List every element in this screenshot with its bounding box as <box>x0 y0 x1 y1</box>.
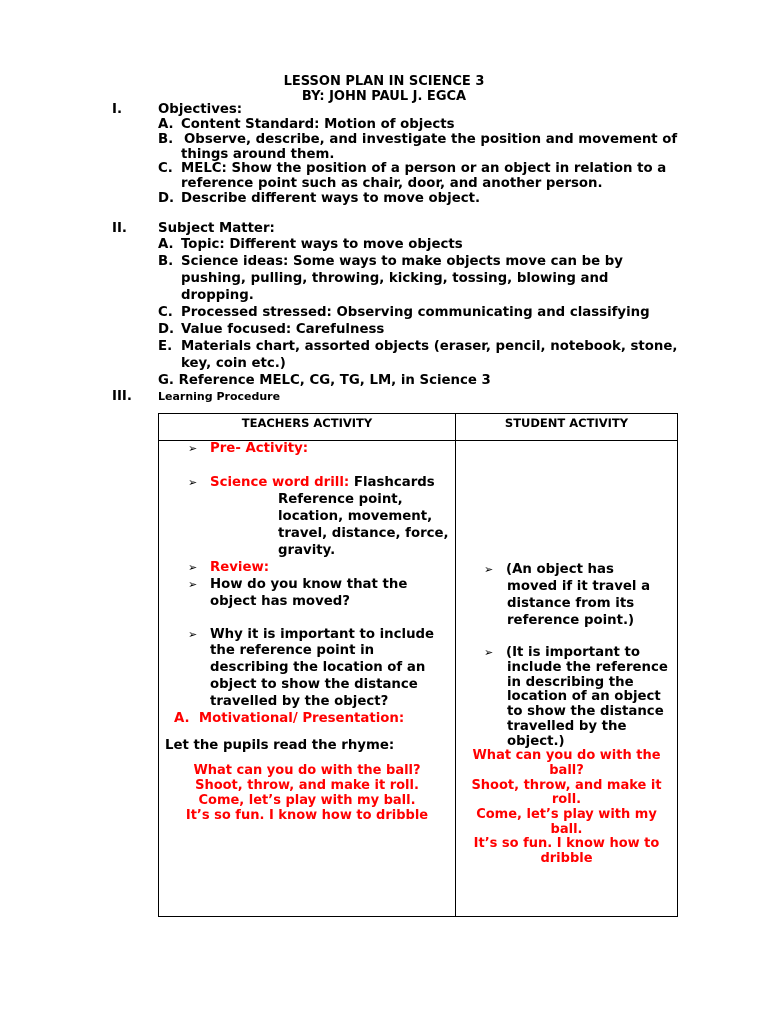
pre-activity-item <box>188 441 308 458</box>
review-question-1-line-1: How do you know that the <box>210 577 408 592</box>
section-number-3: III. <box>112 389 132 404</box>
subject-a-letter: A. <box>158 237 174 252</box>
student-answer-2-line-6: travelled by the <box>507 719 627 734</box>
drill-word-line-3: travel, distance, force, <box>278 526 449 541</box>
student-rhyme-line-4: roll. <box>551 792 582 807</box>
arrow-bullet-icon: ➢ <box>188 476 198 489</box>
teacher-rhyme-line-1: What can you do with the ball? <box>193 763 421 778</box>
student-rhyme-line-1: What can you do with the <box>472 748 661 763</box>
arrow-bullet-icon: ➢ <box>188 442 198 455</box>
motivational-label: Motivational/ Presentation: <box>198 711 405 726</box>
motivational-letter: A. <box>174 711 190 726</box>
review-question-2-line-1: Why it is important to include <box>210 627 435 642</box>
arrow-bullet-icon: ➢ <box>188 561 198 574</box>
subject-c-text: Processed stressed: Observing communicating and classifying <box>181 305 650 320</box>
subject-d-text: Value focused: Carefulness <box>181 322 385 337</box>
student-rhyme-line-8: dribble <box>540 851 593 866</box>
student-activity-header: STUDENT ACTIVITY <box>456 414 678 441</box>
drill-word-line-2: location, movement, <box>278 509 433 524</box>
subject-b-text-3: dropping. <box>181 288 254 303</box>
subject-d-letter: D. <box>158 322 175 337</box>
review-question-2-line-4: object to show the distance <box>210 677 418 692</box>
section-number-1: I. <box>112 102 122 117</box>
document-title: LESSON PLAN IN SCIENCE 3 <box>283 74 485 89</box>
review-question-1-line-2: object has moved? <box>210 594 350 609</box>
learning-procedure-heading: Learning Procedure <box>158 390 281 403</box>
subject-c-letter: C. <box>158 305 173 320</box>
objective-b-letter: B. <box>158 132 174 147</box>
student-answer-2-line-4: location of an object <box>507 689 661 704</box>
teacher-activity-header: TEACHERS ACTIVITY <box>159 414 456 441</box>
subject-e-text-1: Materials chart, assorted objects (eraser, pencil, notebook, stone, <box>181 339 678 354</box>
subject-e-letter: E. <box>158 339 173 354</box>
student-answer-1-line-2: moved if it travel a <box>507 579 651 594</box>
subject-a-text: Topic: Different ways to move objects <box>181 237 463 252</box>
student-answer-1-line-3: distance from its <box>507 596 635 611</box>
objective-d-letter: D. <box>158 191 175 206</box>
student-answer-2-line-7: object.) <box>507 734 565 749</box>
student-answer-2-line-5: to show the distance <box>507 704 664 719</box>
student-answer-1 <box>484 562 614 579</box>
student-answer-2 <box>484 646 640 661</box>
arrow-bullet-icon: ➢ <box>188 578 198 591</box>
student-answer-2-line-1: (It is important to <box>506 645 641 660</box>
document-author: BY: JOHN PAUL J. EGCA <box>301 89 467 104</box>
review-question-1 <box>188 577 407 594</box>
subject-g-text: G. Reference MELC, CG, TG, LM, in Science 3 <box>158 373 491 388</box>
student-rhyme-line-5: Come, let’s play with my <box>476 807 657 822</box>
review-question-2-line-2: the reference point in <box>210 643 375 658</box>
objectives-heading: Objectives: <box>158 102 243 117</box>
teacher-rhyme-line-3: Come, let’s play with my ball. <box>198 793 416 808</box>
subject-b-text-2: pushing, pulling, throwing, kicking, tossing, blowing and <box>181 271 609 286</box>
subject-matter-heading: Subject Matter: <box>158 221 275 236</box>
objective-b-text-1: Observe, describe, and investigate the position and movement of <box>184 132 678 147</box>
objective-c-text-1: MELC: Show the position of a person or an object in relation to a <box>181 161 667 176</box>
subject-b-text-1: Science ideas: Some ways to make objects move can be by <box>181 254 623 269</box>
section-number-2: II. <box>112 221 127 236</box>
objective-c-text-2: reference point such as chair, door, and another person. <box>181 176 603 191</box>
arrow-bullet-icon: ➢ <box>484 563 494 576</box>
objective-d-text: Describe different ways to move object. <box>181 191 481 206</box>
pre-activity-label: Pre- Activity: <box>210 441 309 456</box>
objective-a-text: Content Standard: Motion of objects <box>181 117 455 132</box>
read-rhyme-instruction: Let the pupils read the rhyme: <box>165 738 395 753</box>
objective-c-letter: C. <box>158 161 173 176</box>
student-rhyme-line-3: Shoot, throw, and make it <box>471 778 662 793</box>
teacher-rhyme-line-4: It’s so fun. I know how to dribble <box>185 808 429 823</box>
review-label: Review: <box>210 560 270 575</box>
word-drill-flashcards: Flashcards <box>349 475 435 490</box>
review-question-2 <box>188 627 434 644</box>
arrow-bullet-icon: ➢ <box>484 646 494 659</box>
objective-b-text-2: things around them. <box>181 147 335 162</box>
review-question-2-line-5: travelled by the object? <box>210 694 389 709</box>
student-answer-2-line-3: in describing the <box>507 675 634 690</box>
student-rhyme-line-2: ball? <box>549 763 584 778</box>
word-drill-item <box>188 475 435 492</box>
student-rhyme-line-7: It’s so fun. I know how to <box>473 836 660 851</box>
objective-a-letter: A. <box>158 117 174 132</box>
arrow-bullet-icon: ➢ <box>188 628 198 641</box>
drill-word-line-1: Reference point, <box>278 492 403 507</box>
subject-b-letter: B. <box>158 254 174 269</box>
word-drill-label: Science word drill: <box>210 475 350 490</box>
review-question-2-line-3: describing the location of an <box>210 660 426 675</box>
student-rhyme-line-6: ball. <box>550 822 583 837</box>
motivational-item <box>174 711 404 728</box>
drill-word-line-4: gravity. <box>278 543 336 558</box>
student-answer-1-line-4: reference point.) <box>507 613 635 628</box>
student-answer-1-line-1: (An object has <box>506 562 614 577</box>
subject-e-text-2: key, coin etc.) <box>181 356 286 371</box>
review-item <box>188 560 269 577</box>
student-answer-2-line-2: include the reference <box>507 660 668 675</box>
teacher-rhyme-line-2: Shoot, throw, and make it roll. <box>195 778 419 793</box>
